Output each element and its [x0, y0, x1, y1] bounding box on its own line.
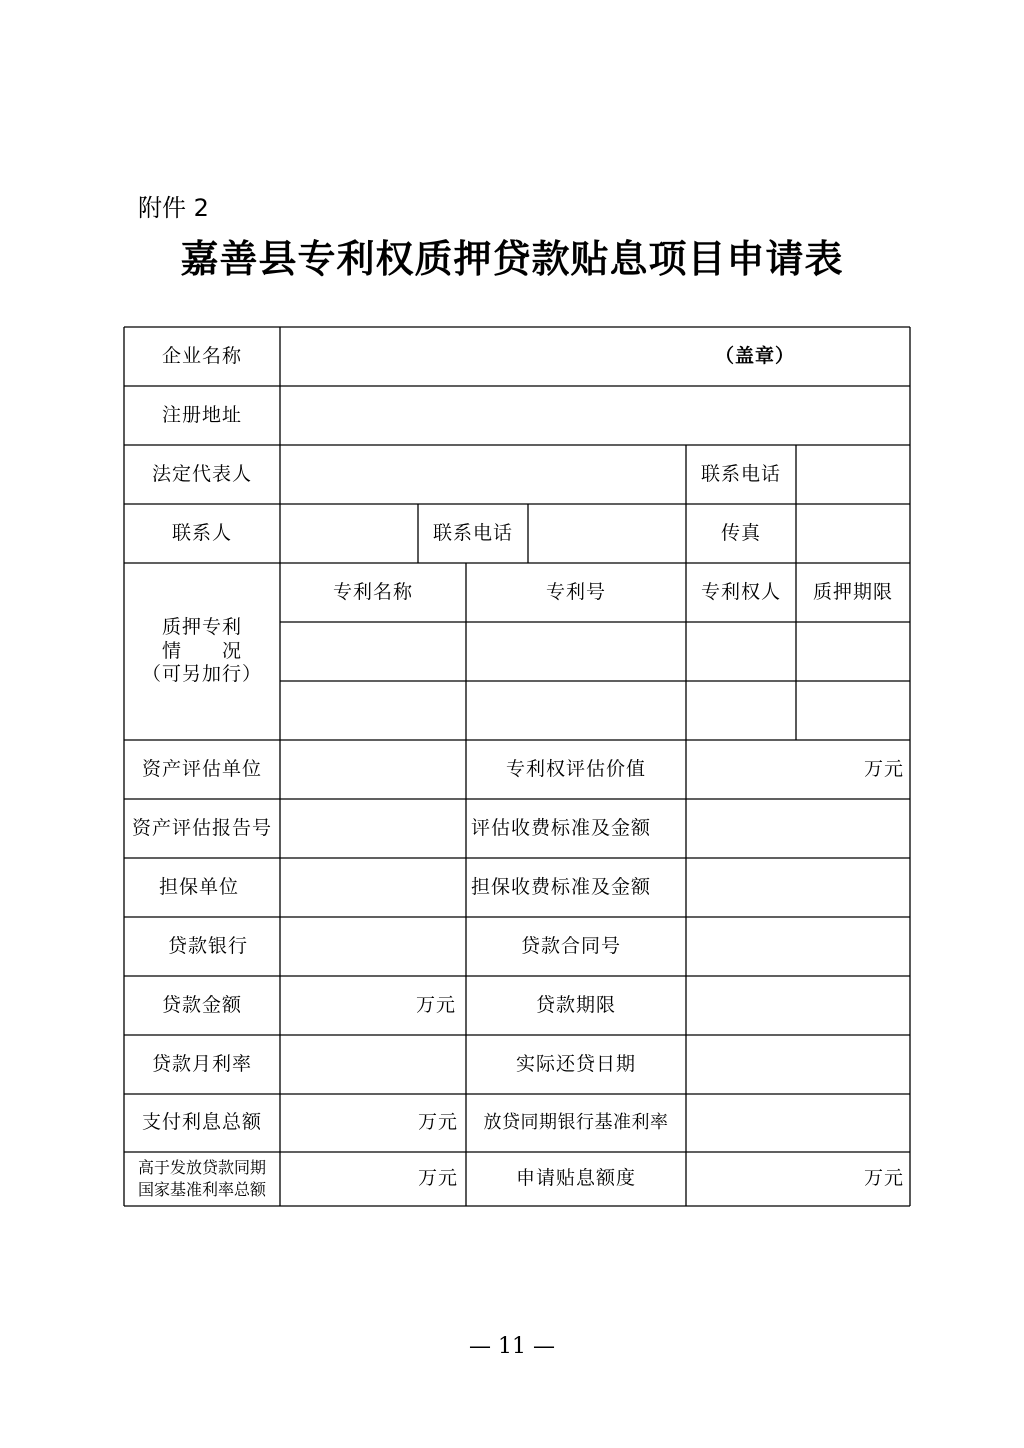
patent-section-label — [124, 563, 280, 740]
monthly-rate-label: 贷款月利率 — [151, 1052, 252, 1075]
patent-number-field[interactable] — [467, 623, 685, 680]
guarantee-unit-field[interactable] — [281, 859, 465, 916]
patent-name-field[interactable] — [281, 682, 465, 739]
attachment-label: 附件 2 — [138, 194, 209, 222]
subsidy-label: 申请贴息额度 — [515, 1167, 636, 1190]
eval-fee-label: 评估收费标准及金额 — [470, 816, 651, 839]
contact-field[interactable] — [281, 505, 417, 562]
guarantee-fee-label: 担保收费标准及金额 — [470, 875, 651, 898]
asset-eval-report-field[interactable] — [281, 800, 465, 857]
asset-eval-unit-label: 资产评估单位 — [141, 757, 262, 780]
patent-number-field[interactable] — [467, 682, 685, 739]
seal-label: （盖章） — [714, 344, 795, 367]
patent-name-header: 专利名称 — [332, 580, 413, 603]
patent-holder-field[interactable] — [687, 682, 795, 739]
excess-interest-label — [124, 1152, 280, 1206]
patent-number-header: 专利号 — [545, 580, 606, 603]
loan-bank-field[interactable] — [281, 918, 465, 975]
phone-label: 联系电话 — [700, 462, 781, 485]
contact-label: 联系人 — [171, 521, 232, 544]
loan-term-field[interactable] — [687, 977, 909, 1034]
asset-eval-unit-field[interactable] — [281, 741, 465, 798]
company-name-field[interactable] — [281, 328, 701, 385]
address-label: 注册地址 — [161, 403, 242, 426]
loan-contract-field[interactable] — [687, 918, 909, 975]
contact-phone-label: 联系电话 — [432, 521, 513, 544]
patent-section-line1: 质押专利 — [161, 615, 242, 638]
asset-eval-report-label: 资产评估报告号 — [131, 816, 272, 839]
patent-eval-value-unit[interactable]: 万元 — [863, 757, 904, 780]
page-title: 嘉善县专利权质押贷款贴息项目申请表 — [180, 236, 844, 281]
excess-interest-line2: 国家基准利率总额 — [137, 1180, 266, 1199]
patent-eval-value-label: 专利权评估价值 — [505, 757, 646, 780]
excess-interest-line1: 高于发放贷款同期 — [137, 1158, 266, 1178]
pledge-term-field[interactable] — [797, 682, 909, 739]
page-number: — 11 — — [469, 1334, 555, 1359]
patent-section-line2: 情 况 — [161, 639, 242, 662]
bank-base-rate-field[interactable] — [687, 1095, 909, 1151]
total-interest-label: 支付利息总额 — [141, 1111, 262, 1134]
bank-base-rate-label: 放贷同期银行基准利率 — [483, 1111, 669, 1133]
repay-date-field[interactable] — [687, 1036, 909, 1093]
phone-field[interactable] — [797, 446, 909, 503]
legal-rep-field[interactable] — [281, 446, 685, 503]
total-interest-unit[interactable]: 万元 — [417, 1111, 458, 1134]
pledge-term-header: 质押期限 — [812, 580, 893, 603]
patent-name-field[interactable] — [281, 623, 465, 680]
eval-fee-field[interactable] — [687, 800, 909, 857]
fax-field[interactable] — [797, 505, 909, 562]
repay-date-label: 实际还贷日期 — [515, 1052, 636, 1075]
subsidy-unit[interactable]: 万元 — [863, 1167, 904, 1190]
patent-section-line3: （可另加行） — [141, 663, 262, 686]
company-name-label: 企业名称 — [161, 344, 242, 367]
contact-phone-field[interactable] — [529, 505, 685, 562]
patent-holder-field[interactable] — [687, 623, 795, 680]
excess-interest-unit[interactable]: 万元 — [417, 1167, 458, 1190]
loan-bank-label: 贷款银行 — [167, 934, 248, 957]
address-field[interactable] — [281, 387, 909, 444]
guarantee-fee-field[interactable] — [687, 859, 909, 916]
fax-label: 传真 — [720, 521, 761, 544]
loan-amount-unit[interactable]: 万元 — [415, 993, 456, 1016]
guarantee-unit-label: 担保单位 — [158, 875, 239, 898]
loan-amount-label: 贷款金额 — [161, 993, 242, 1016]
legal-rep-label: 法定代表人 — [151, 462, 252, 485]
monthly-rate-field[interactable] — [281, 1036, 465, 1093]
patent-holder-header: 专利权人 — [700, 580, 781, 603]
pledge-term-field[interactable] — [797, 623, 909, 680]
loan-contract-label: 贷款合同号 — [520, 934, 621, 957]
loan-term-label: 贷款期限 — [535, 993, 616, 1016]
